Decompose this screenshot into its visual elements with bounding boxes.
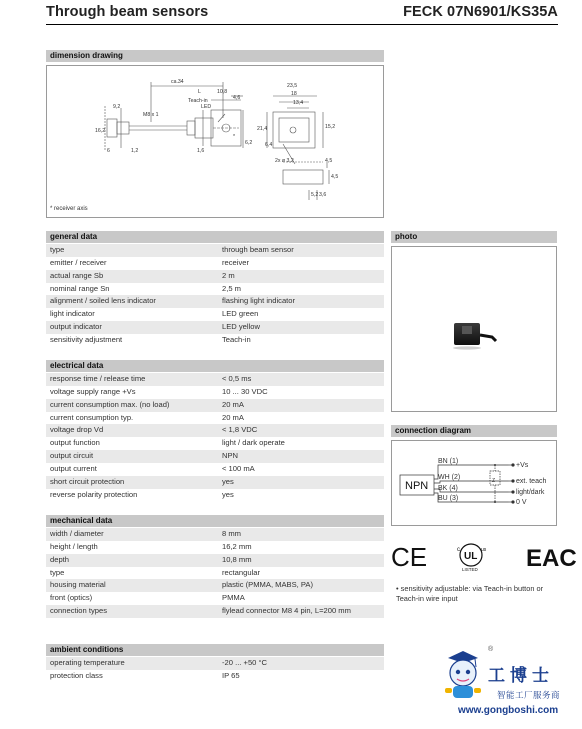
dim-10-8: 10,8 [217, 89, 228, 95]
table-row: housing material plastic (PMMA, MABS, PA) [46, 579, 384, 592]
table-row: height / length 16,2 mm [50, 541, 252, 551]
certification-marks [391, 540, 577, 572]
ce-mark-icon: CE [391, 542, 428, 572]
wire-code: BU (3) [438, 495, 459, 502]
dim-4-5b: 4,5 [331, 174, 339, 180]
eac-mark-icon: EAC [526, 545, 577, 572]
dim-6-4: 6,4 [265, 142, 273, 148]
table-row: emitter / receiver receiver [50, 257, 250, 267]
wire-target: ext. teach [516, 478, 547, 485]
table-row: light indicator LED green [50, 309, 259, 319]
wire-target: 0 V [516, 499, 527, 506]
section-connection-diagram: connection diagram [391, 425, 557, 437]
wire-target: light/dark [516, 489, 545, 496]
table-row: output circuit NPN [46, 450, 384, 463]
watermark-subtitle: 智能工厂服务商 [497, 690, 561, 700]
table-row: output indicator LED yellow [46, 321, 384, 334]
table-row: type rectangular [50, 567, 260, 577]
dim-9-2: 9,2 [113, 104, 121, 110]
table-row: reverse polarity protection yes [50, 489, 234, 499]
dim-led: LED [201, 104, 212, 110]
table-row: sensitivity adjustment Teach-in [50, 334, 251, 344]
dim-2x-3-2: 2x ø 3,2 [275, 158, 294, 164]
dim-6: 6 [107, 148, 110, 154]
wire-code: BN (1) [438, 458, 459, 465]
receiver-axis-note: * receiver axis [50, 206, 88, 212]
dimension-drawing [47, 66, 383, 217]
table-row: front (optics) PMMA [50, 593, 245, 603]
dim-star: * [233, 134, 236, 140]
section-photo: photo [391, 231, 557, 243]
header-rule [46, 24, 558, 25]
watermark-registered: ® [488, 646, 494, 653]
watermark-url: www.gongboshi.com [458, 705, 559, 716]
table-row: operating temperature -20 ... +50 °C [46, 657, 384, 670]
general-data-table [46, 244, 384, 347]
table-row: protection class IP 65 [50, 670, 240, 680]
section-general-data: general data [46, 231, 384, 243]
table-row: width / diameter 8 mm [46, 528, 384, 541]
ul-listed: LISTED [462, 567, 478, 572]
connection-diagram [392, 441, 556, 525]
connection-diagram-box [391, 440, 557, 526]
dim-23-5: 23,5 [287, 83, 298, 89]
mechanical-data-table [46, 528, 384, 631]
dim-4-5: 4,5 [325, 158, 333, 164]
product-code: FECK 07N6901/KS35A [403, 4, 558, 20]
table-row: response time / release time < 0,5 ms [46, 373, 384, 386]
dim-1-2: 1,2 [131, 148, 139, 154]
section-dimension-drawing: dimension drawing [46, 50, 384, 62]
table-row [46, 618, 384, 631]
page-title: Through beam sensors [46, 4, 209, 20]
dim-13-4: 13,4 [293, 100, 304, 106]
npn-label: NPN [405, 480, 429, 492]
dim-l: L [198, 89, 201, 95]
dim-1-6: 1,6 [197, 148, 205, 154]
watermark-brand: 工博士 [488, 666, 554, 686]
wire-code: BK (4) [438, 485, 458, 492]
table-row: voltage drop Vd < 1,8 VDC [46, 424, 384, 437]
ambient-conditions-table [46, 657, 384, 683]
table-row: alignment / soiled lens indicator flashing light indicator [46, 295, 384, 308]
dim-m8: M8 x 1 [143, 112, 159, 118]
dim-18: 18 [291, 91, 297, 97]
section-electrical-data: electrical data [46, 360, 384, 372]
ul-us: us [481, 547, 487, 553]
dimension-drawing-box [46, 65, 384, 218]
product-photo-box [391, 246, 557, 412]
dim-3-6: 3,6 [319, 192, 327, 198]
sensitivity-note: • sensitivity adjustable: via Teach-in button or Teach-in wire input [396, 584, 544, 603]
dim-21-4: 21,4 [257, 126, 268, 132]
ul-text: UL [464, 551, 478, 562]
table-row: nominal range Sn 2,5 m [50, 283, 241, 293]
dim-15-2: 15,2 [325, 124, 336, 130]
wire-target: +Vs [516, 462, 529, 469]
ul-c: c [457, 547, 460, 553]
table-row: current consumption max. (no load) 20 mA [46, 399, 384, 412]
table-row: type through beam sensor [46, 244, 384, 257]
table-row: short circuit protection yes [46, 476, 384, 489]
svg-text:Z: Z [492, 478, 496, 484]
table-row: output current < 100 mA [50, 463, 255, 473]
table-row: output function light / dark operate [50, 438, 285, 448]
table-row: connection types flylead connector M8 4 pin, L=200 mm [46, 605, 384, 618]
section-ambient-conditions: ambient conditions [46, 644, 384, 656]
section-mechanical-data: mechanical data [46, 515, 384, 527]
dim-6-2: 6,2 [245, 140, 253, 146]
dim-4-6: 4,6 [233, 95, 241, 101]
dim-teach-in: Teach-in [188, 98, 208, 104]
dim-ca34: ca.34 [171, 79, 184, 85]
product-photo [392, 247, 556, 411]
dim-16-2: 16,2 [95, 128, 106, 134]
table-row: actual range Sb 2 m [46, 270, 384, 283]
dim-5-2: 5,2 [311, 192, 319, 198]
table-row: current consumption typ. 20 mA [50, 412, 244, 422]
table-row: depth 10,8 mm [46, 554, 384, 567]
table-row: voltage supply range +Vs 10 ... 30 VDC [50, 386, 268, 396]
electrical-data-table [46, 373, 384, 501]
wire-code: WH (2) [438, 474, 461, 481]
robot-mascot-icon [440, 648, 486, 702]
